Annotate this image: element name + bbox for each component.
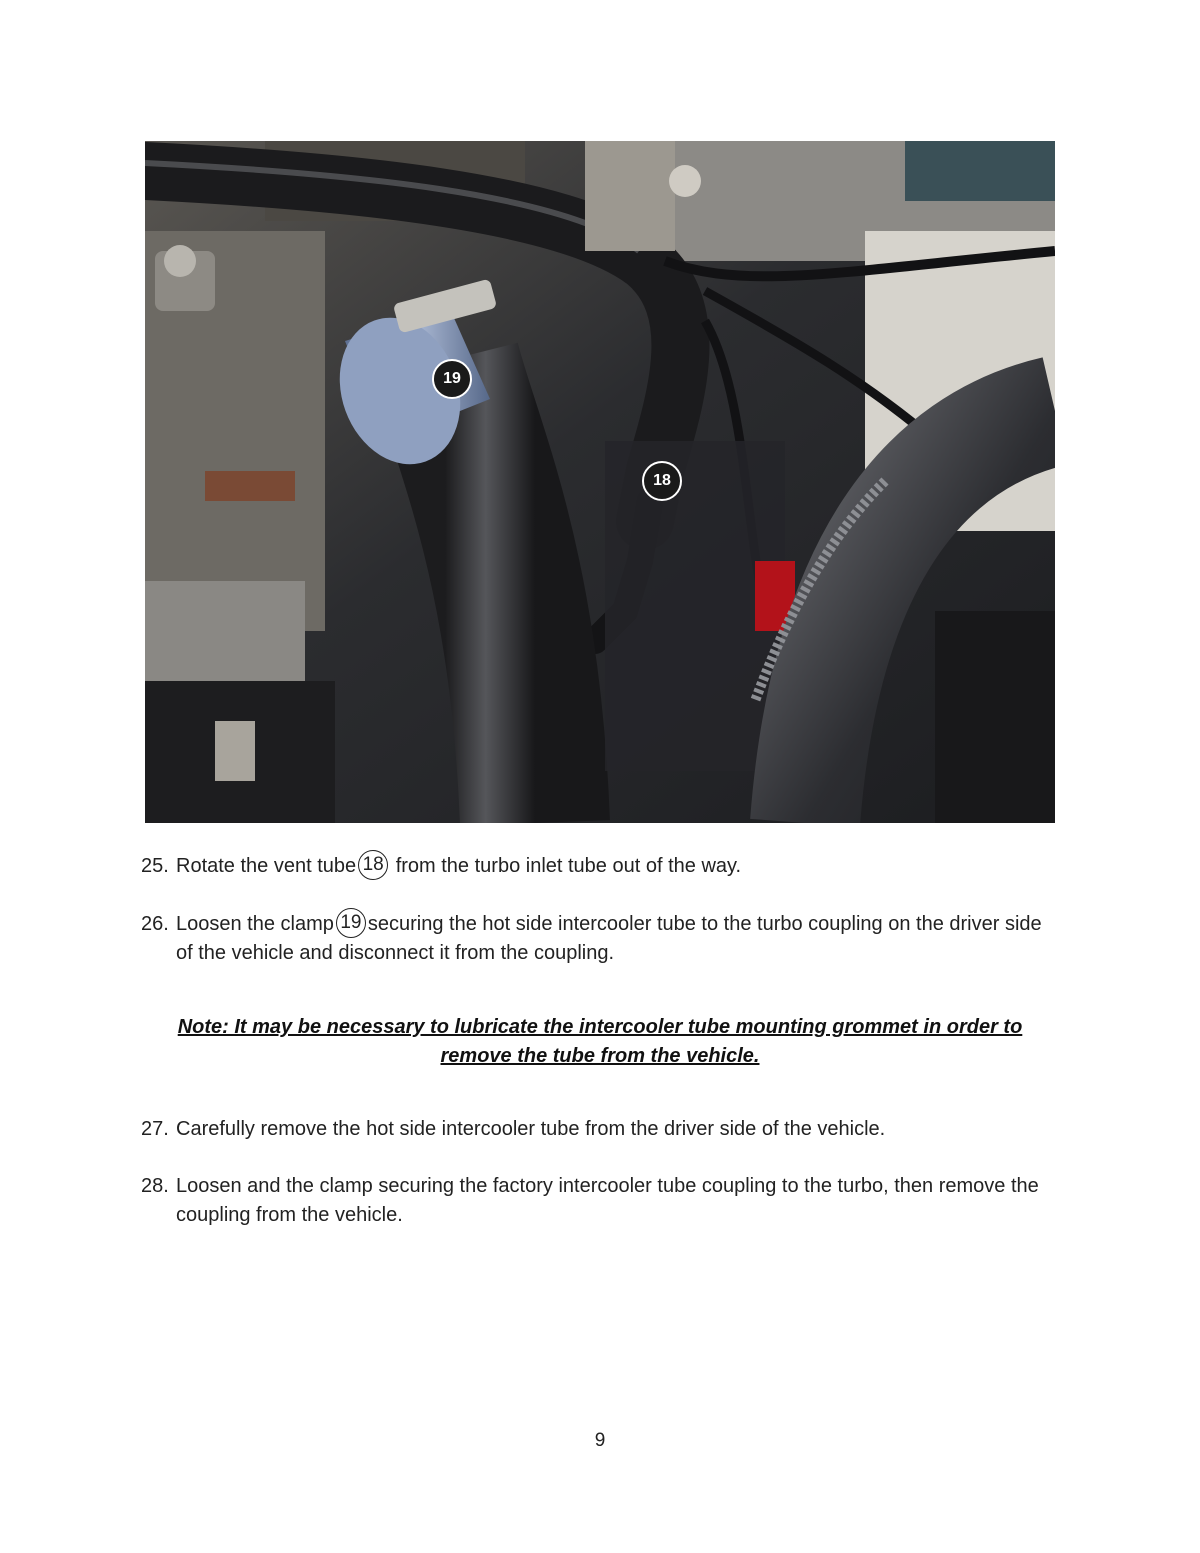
callout-ref-18: 18 xyxy=(358,850,388,880)
step-27 xyxy=(141,1115,1061,1144)
step-text-after: from the turbo inlet tube out of the way. xyxy=(390,855,742,877)
page-number: 9 xyxy=(594,1430,606,1451)
step-26 xyxy=(141,910,1061,968)
callout-ref-19: 19 xyxy=(336,908,366,938)
lubrication-note xyxy=(141,1013,1059,1071)
step-25 xyxy=(141,852,1061,881)
step-28 xyxy=(141,1172,1061,1230)
callout-18: 18 xyxy=(642,461,682,501)
step-text: Loosen and the clamp securing the factory intercooler tube coupling to the turbo, then remove the coupling from the vehicle. xyxy=(176,1175,1039,1226)
step-number: 28. xyxy=(141,1175,169,1197)
note-line-2: remove the tube from the vehicle. xyxy=(440,1045,760,1067)
step-number: 26. xyxy=(141,913,169,935)
note-line-1: Note: It may be necessary to lubricate the intercooler tube mounting grommet in order to xyxy=(177,1016,1023,1038)
step-text: Carefully remove the hot side intercooler tube from the driver side of the vehicle. xyxy=(176,1118,886,1140)
engine-bay-photo xyxy=(145,141,1055,823)
step-text-after: securing the hot side intercooler tube to the turbo coupling on the driver side of the vehicle and disconnect it from the coupling. xyxy=(176,913,1042,964)
step-number: 27. xyxy=(141,1118,169,1140)
engine-bay-illustration xyxy=(145,141,1055,823)
callout-19: 19 xyxy=(432,359,472,399)
step-text-before: Loosen the clamp xyxy=(176,913,334,935)
step-text-before: Rotate the vent tube xyxy=(176,855,357,877)
step-number: 25. xyxy=(141,855,169,877)
